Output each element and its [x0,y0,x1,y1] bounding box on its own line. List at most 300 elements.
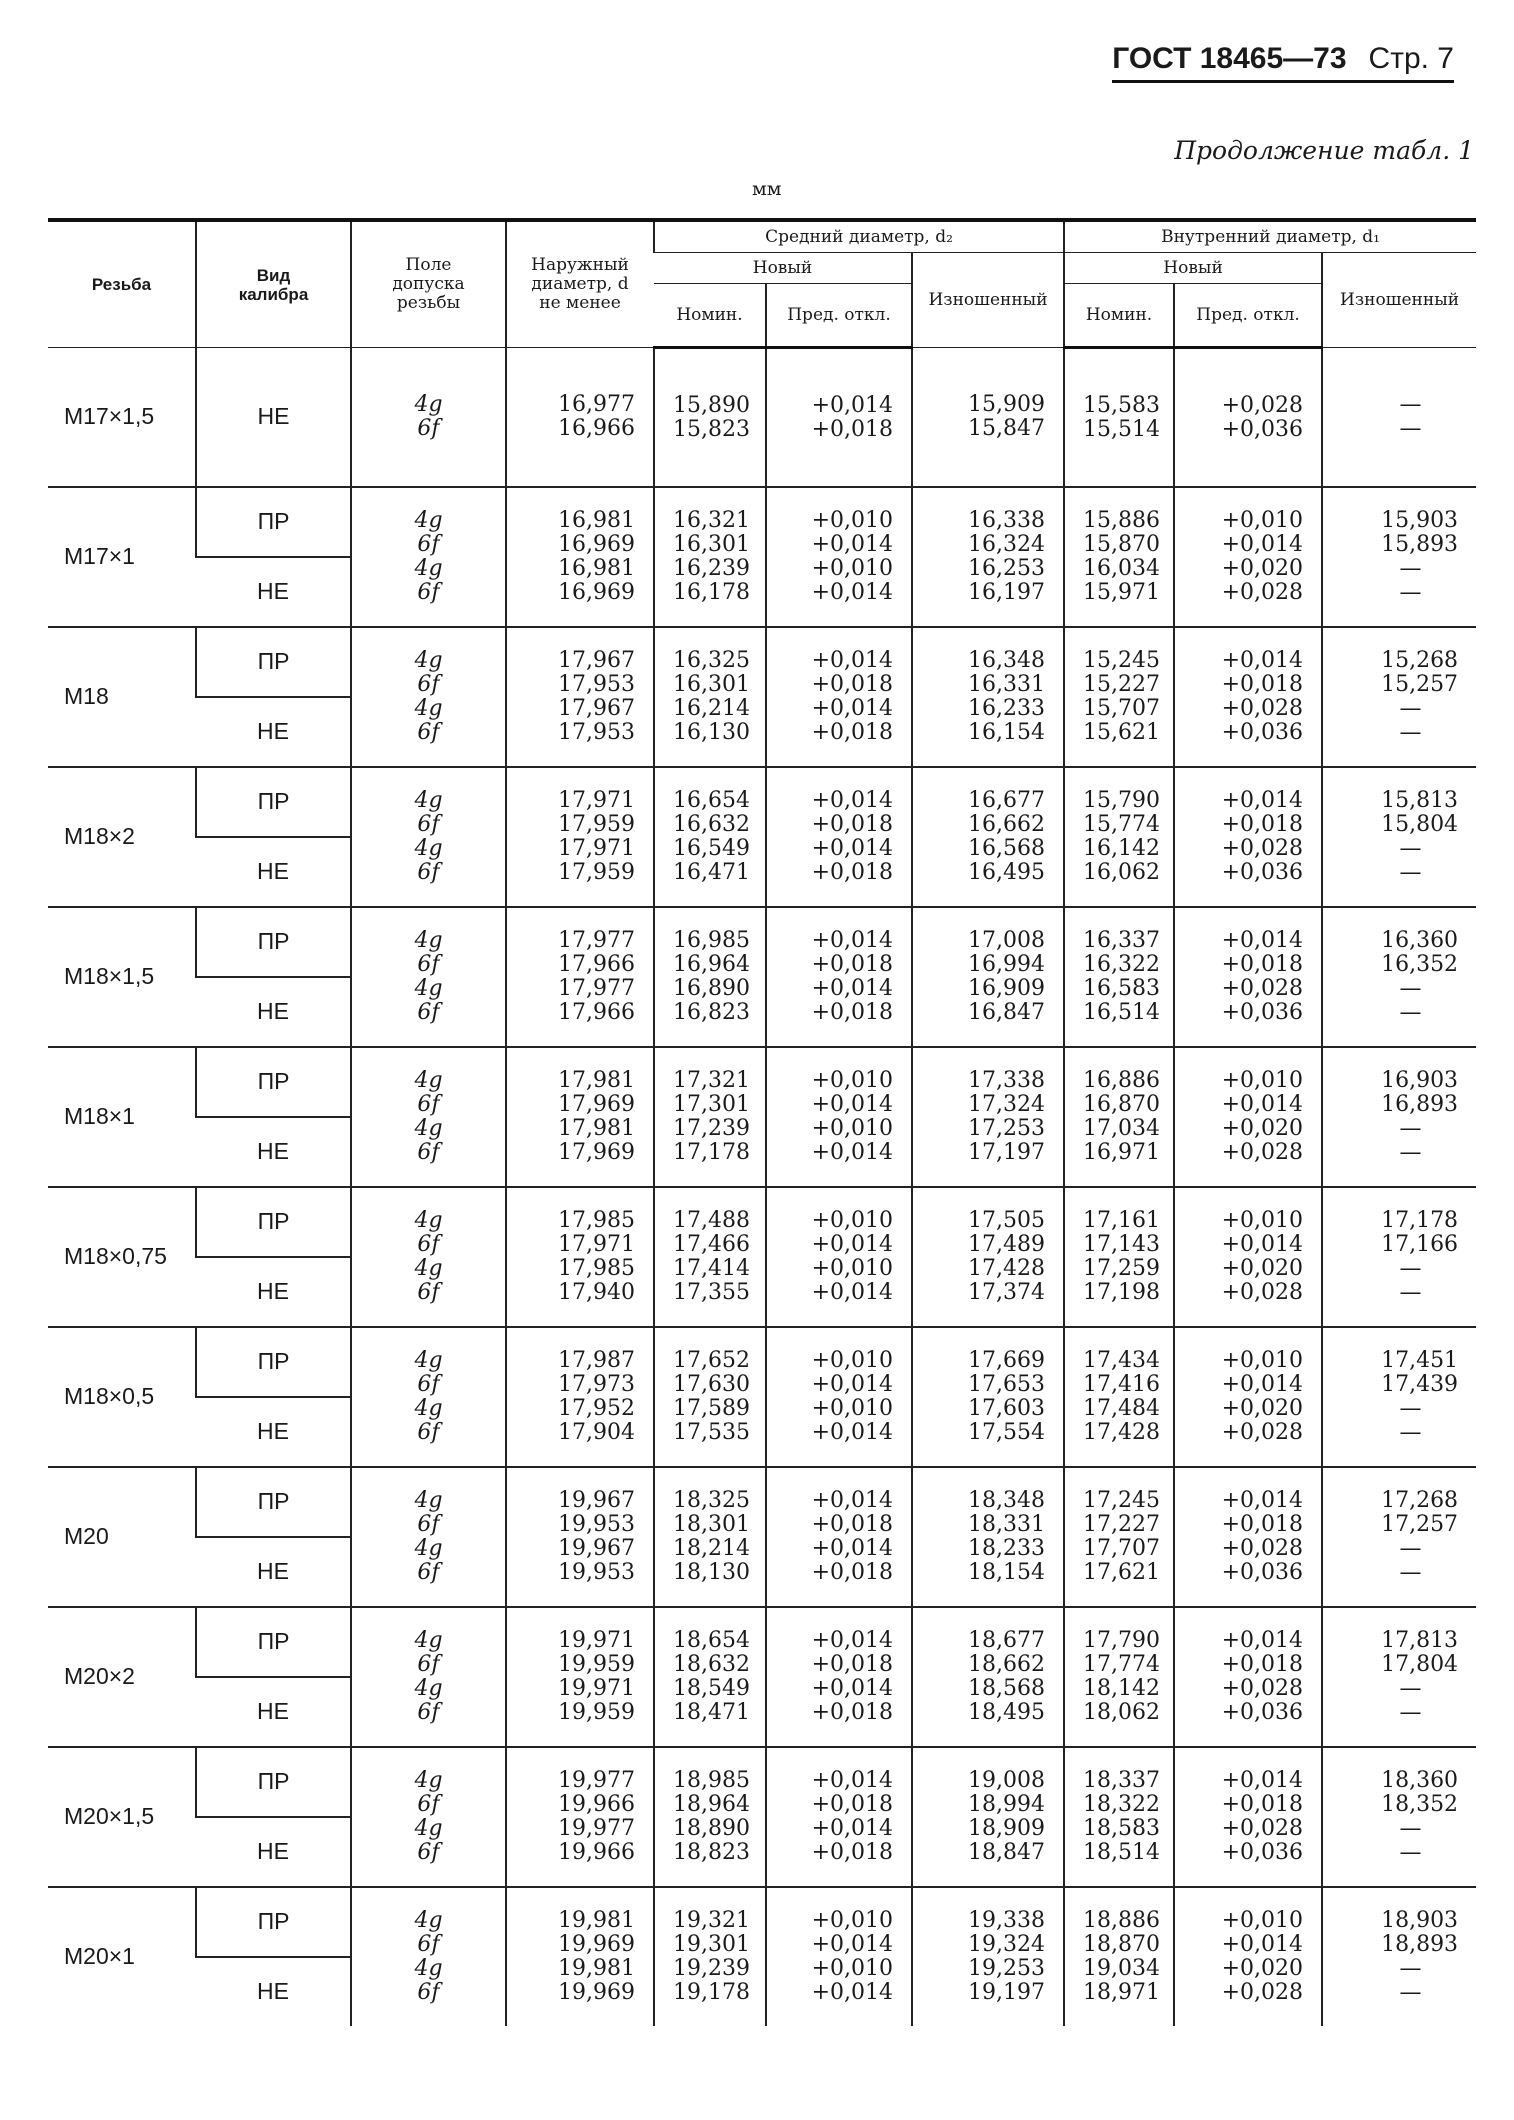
cell-value: 16,331 [968,672,1046,698]
cell-value: 17,178 [673,1139,750,1165]
cell-value: 6f [417,952,440,978]
cell-value: 17,669 [968,1348,1046,1374]
d1-nominal-cell [1064,627,1174,767]
outer-diameter-cell [506,487,654,627]
d2-nominal-cell [654,1467,766,1607]
thread-cell: M18×0,5 [48,1327,196,1467]
cell-value: 16,654 [673,788,750,814]
d2-limit-dev-cell [766,1047,912,1187]
cell-value: 17,414 [673,1256,750,1281]
cell-value: 18,495 [968,1699,1046,1725]
d1-worn-cell [1322,1887,1476,2026]
d2-limit-dev-cell [766,487,912,627]
cell-value: +0,020 [1221,1396,1304,1421]
cell-value: 17,959 [558,812,635,838]
cell-value: 18,142 [1083,1676,1161,1701]
gauge-type-cell: НЕ [196,557,351,627]
d2-limit-dev-cell [766,907,912,1047]
cell-value: 4g [414,1396,443,1421]
d2-worn-cell [912,1187,1064,1327]
cell-value: 17,953 [558,672,635,698]
d1-limit-dev-cell [1174,1887,1322,2026]
cell-value: +0,014 [1221,532,1304,558]
cell-value: +0,014 [811,1232,893,1258]
cell-value: 18,352 [1381,1792,1459,1818]
cell-value: +0,020 [1221,1256,1304,1281]
table-row [48,627,1476,697]
cell-value: +0,018 [811,859,893,885]
cell-value: — [1399,719,1422,745]
d1-nominal-cell [1064,1047,1174,1187]
cell-value: — [1399,1816,1422,1841]
cell-value: 16,994 [968,952,1046,978]
cell-value: 19,959 [558,1699,635,1725]
table-row [48,1607,1476,1677]
table-row [48,348,1476,488]
d2-nominal-cell [654,348,766,488]
cell-value: 19,981 [558,1956,635,1981]
cell-value: +0,018 [811,952,893,978]
cell-value: 15,774 [1083,812,1161,838]
cell-value: +0,018 [1221,1792,1304,1818]
gauge-type-cell: НЕ [196,1677,351,1747]
cell-value: 16,130 [673,719,750,745]
cell-value: 16,890 [673,976,750,1001]
cell-value: +0,014 [811,788,893,814]
cell-value: +0,018 [811,1559,893,1585]
cell-value: 6f [417,719,440,745]
cell-value: 19,977 [558,1768,635,1794]
cell-value: 4g [414,1348,443,1374]
cell-value: 16,903 [1381,1068,1459,1094]
header-d1-limit-dev: Пред. откл. [1174,284,1322,348]
cell-value: — [1399,1676,1422,1701]
cell-value: 6f [417,1232,440,1258]
cell-value: 18,471 [673,1699,750,1725]
cell-value: 16,632 [673,812,750,838]
cell-value: +0,014 [1221,648,1304,674]
outer-diameter-cell [506,1187,654,1327]
d2-nominal-cell [654,767,766,907]
cell-value: +0,028 [1221,1676,1304,1701]
cell-value: 17,774 [1083,1652,1161,1678]
cell-value: 16,568 [968,836,1046,861]
cell-value: 16,062 [1083,859,1161,885]
table-row [48,1747,1476,1817]
cell-value: 17,952 [558,1396,635,1421]
thread-cell: M20×1,5 [48,1747,196,1887]
tolerance-field-cell [351,1327,506,1467]
d1-worn-cell [1322,1327,1476,1467]
cell-value: 17,488 [673,1208,750,1234]
cell-value: 18,322 [1083,1792,1161,1818]
cell-value: +0,014 [811,1676,893,1701]
d2-limit-dev-cell [766,1327,912,1467]
header-tolerance-field: Поле допуска резьбы [351,220,506,348]
cell-value: 17,966 [558,999,635,1025]
cell-value: 17,985 [558,1256,635,1281]
cell-value: 17,034 [1083,1116,1161,1141]
cell-value: — [1399,976,1422,1001]
cell-value: 18,549 [673,1676,750,1701]
cell-value: 4g [414,1676,443,1701]
cell-value: — [1399,1536,1422,1561]
gauge-type-cell: НЕ [196,1817,351,1887]
cell-value: 4g [414,1068,443,1094]
gauge-type-cell: НЕ [196,348,351,488]
cell-value: 17,466 [673,1232,750,1258]
cell-value: 17,428 [968,1256,1046,1281]
gauge-type-cell: НЕ [196,1537,351,1607]
cell-value: 16,301 [673,532,750,558]
cell-value: +0,010 [811,1956,893,1981]
tolerance-field-cell [351,1467,506,1607]
cell-value: 15,621 [1083,719,1161,745]
table-row [48,1047,1476,1117]
cell-value: 17,985 [558,1208,635,1234]
thread-cell: M18×0,75 [48,1187,196,1327]
cell-value: 18,632 [673,1652,750,1678]
cell-value: 17,535 [673,1419,750,1445]
d1-worn-cell [1322,1607,1476,1747]
cell-value: +0,036 [1221,416,1304,442]
cell-value: 16,969 [558,579,635,605]
outer-diameter-cell [506,1747,654,1887]
d1-limit-dev-cell [1174,1327,1322,1467]
cell-value: +0,018 [811,1652,893,1678]
cell-value: 17,987 [558,1348,635,1374]
cell-value: 17,967 [558,696,635,721]
d1-nominal-cell [1064,1327,1174,1467]
header-mean-diameter: Средний диаметр, d₂ [654,220,1064,253]
cell-value: — [1399,1139,1422,1165]
page-number: Стр. 7 [1368,42,1454,75]
cell-value: +0,014 [811,1092,893,1118]
cell-value: 17,428 [1083,1419,1161,1445]
cell-value: +0,014 [811,1488,893,1514]
cell-value: — [1399,1419,1422,1445]
gauge-type-cell: НЕ [196,1397,351,1467]
gauge-type-cell: ПР [196,1047,351,1117]
cell-value: 17,416 [1083,1372,1161,1398]
cell-value: 6f [417,1932,440,1958]
thread-cell: M18×2 [48,767,196,907]
thread-cell: M20 [48,1467,196,1607]
cell-value: — [1399,859,1422,885]
cell-value: +0,014 [811,928,893,954]
cell-value: 18,325 [673,1488,750,1514]
cell-value: 19,959 [558,1652,635,1678]
d2-limit-dev-cell [766,1887,912,2026]
cell-value: 18,662 [968,1652,1046,1678]
cell-value: 17,324 [968,1092,1046,1118]
tolerance-field-cell [351,1887,506,2026]
cell-value: 18,348 [968,1488,1046,1514]
cell-value: 6f [417,672,440,698]
cell-value: 17,489 [968,1232,1046,1258]
cell-value: +0,014 [811,1628,893,1654]
d2-limit-dev-cell [766,767,912,907]
cell-value: 17,439 [1381,1372,1459,1398]
d1-worn-cell [1322,487,1476,627]
table-body [48,348,1476,2027]
cell-value: 17,338 [968,1068,1046,1094]
cell-value: 6f [417,1372,440,1398]
standard-number: ГОСТ 18465—73 [1112,42,1347,75]
cell-value: 16,034 [1083,556,1161,581]
cell-value: 15,804 [1381,812,1459,838]
outer-diameter-cell [506,907,654,1047]
cell-value: +0,010 [811,508,893,534]
d2-nominal-cell [654,1187,766,1327]
cell-value: 18,994 [968,1792,1046,1818]
cell-value: 17,652 [673,1348,750,1374]
d1-nominal-cell [1064,1607,1174,1747]
cell-value: 17,257 [1381,1512,1459,1538]
cell-value: 17,977 [558,976,635,1001]
outer-diameter-cell [506,1327,654,1467]
cell-value: 4g [414,1116,443,1141]
cell-value: 17,245 [1083,1488,1161,1514]
cell-value: 6f [417,859,440,885]
cell-value: +0,010 [1221,1068,1304,1094]
d2-worn-cell [912,348,1064,488]
cell-value: 18,909 [968,1816,1046,1841]
d1-worn-cell [1322,348,1476,488]
cell-value: 17,505 [968,1208,1046,1234]
tolerance-field-cell [351,1187,506,1327]
cell-value: +0,020 [1221,1956,1304,1981]
cell-value: 16,337 [1083,928,1161,954]
cell-value: 18,654 [673,1628,750,1654]
cell-value: 18,886 [1083,1908,1161,1934]
cell-value: 18,903 [1381,1908,1459,1934]
cell-value: — [1399,1256,1422,1281]
cell-value: — [1399,836,1422,861]
cell-value: 17,355 [673,1279,750,1305]
cell-value: 19,977 [558,1816,635,1841]
cell-value: 6f [417,532,440,558]
tolerance-field-cell [351,487,506,627]
cell-value: 19,953 [558,1512,635,1538]
cell-value: 6f [417,1979,440,2005]
cell-value: 17,268 [1381,1488,1459,1514]
gauge-type-cell: НЕ [196,977,351,1047]
header-thread: Резьба [48,220,196,348]
cell-value: 6f [417,1139,440,1165]
d1-limit-dev-cell [1174,487,1322,627]
d1-limit-dev-cell [1174,907,1322,1047]
cell-value: +0,014 [811,1768,893,1794]
cell-value: +0,014 [811,1816,893,1841]
outer-diameter-cell [506,627,654,767]
d2-worn-cell [912,907,1064,1047]
cell-value: 17,969 [558,1092,635,1118]
cell-value: 16,348 [968,648,1046,674]
cell-value: 16,964 [673,952,750,978]
d2-nominal-cell [654,907,766,1047]
header-d1-worn: Изношенный [1322,253,1476,348]
cell-value: — [1399,556,1422,581]
cell-value: +0,028 [1221,836,1304,861]
cell-value: 15,257 [1381,672,1459,698]
cell-value: 15,227 [1083,672,1161,698]
cell-value: 15,707 [1083,696,1161,721]
cell-value: 17,321 [673,1068,750,1094]
d2-nominal-cell [654,1607,766,1747]
cell-value: 16,870 [1083,1092,1161,1118]
cell-value: 16,321 [673,508,750,534]
cell-value: 19,197 [968,1979,1046,2005]
cell-value: +0,010 [1221,508,1304,534]
d1-worn-cell [1322,1187,1476,1327]
cell-value: — [1399,416,1422,441]
cell-value: 15,847 [968,416,1046,441]
cell-value: 6f [417,1559,440,1585]
cell-value: +0,018 [1221,1652,1304,1678]
d2-limit-dev-cell [766,1747,912,1887]
cell-value: 6f [417,1279,440,1305]
cell-value: +0,036 [1221,719,1304,745]
cell-value: 6f [417,1092,440,1118]
d2-worn-cell [912,1467,1064,1607]
d1-limit-dev-cell [1174,1187,1322,1327]
cell-value: 17,981 [558,1068,635,1094]
gauge-type-cell: ПР [196,907,351,977]
cell-value: +0,014 [811,1372,893,1398]
tolerance-field-cell [351,348,506,488]
cell-value: +0,010 [811,1908,893,1934]
gauge-type-cell: НЕ [196,697,351,767]
d1-limit-dev-cell [1174,1747,1322,1887]
d1-worn-cell [1322,1747,1476,1887]
cell-value: +0,014 [811,1536,893,1561]
d2-worn-cell [912,1327,1064,1467]
cell-value: 17,621 [1083,1559,1161,1585]
d1-limit-dev-cell [1174,1607,1322,1747]
cell-value: 19,966 [558,1839,635,1865]
gauge-type-cell: ПР [196,487,351,557]
cell-value: 19,969 [558,1932,635,1958]
cell-value: 6f [417,1419,440,1445]
cell-value: 17,813 [1381,1628,1459,1654]
cell-value: 16,966 [558,416,635,441]
cell-value: 17,707 [1083,1536,1161,1561]
outer-diameter-cell [506,348,654,488]
header-d1-new: Новый [1064,253,1322,284]
cell-value: 18,514 [1083,1839,1161,1865]
cell-value: +0,014 [1221,1092,1304,1118]
d1-limit-dev-cell [1174,1467,1322,1607]
cell-value: 19,253 [968,1956,1046,1981]
d2-limit-dev-cell [766,1467,912,1607]
header-inner-diameter: Внутренний диаметр, d₁ [1064,220,1476,253]
d2-nominal-cell [654,487,766,627]
cell-value: 16,178 [673,579,750,605]
cell-value: 16,969 [558,532,635,558]
tolerance-field-cell [351,1747,506,1887]
cell-value: 16,583 [1083,976,1161,1001]
cell-value: 17,227 [1083,1512,1161,1538]
d1-nominal-cell [1064,1187,1174,1327]
cell-value: — [1399,1116,1422,1141]
thread-cell: M20×2 [48,1607,196,1747]
d2-worn-cell [912,1607,1064,1747]
cell-value: 18,964 [673,1792,750,1818]
table-row [48,487,1476,557]
cell-value: 4g [414,1256,443,1281]
cell-value: +0,010 [1221,1348,1304,1374]
cell-value: 18,301 [673,1512,750,1538]
cell-value: +0,018 [1221,672,1304,698]
d2-worn-cell [912,767,1064,907]
cell-value: +0,028 [1221,579,1304,605]
cell-value: 4g [414,1908,443,1934]
cell-value: 6f [417,1512,440,1538]
thread-cell: M17×1,5 [64,403,155,430]
cell-value: 18,890 [673,1816,750,1841]
cell-value: 4g [414,648,443,674]
gauge-type-cell: ПР [196,1467,351,1537]
cell-value: +0,010 [1221,1208,1304,1234]
cell-value: +0,018 [811,672,893,698]
page-header [1112,42,1454,83]
cell-value: 17,161 [1083,1208,1161,1234]
cell-value: 6f [417,416,440,441]
cell-value: 16,549 [673,836,750,861]
cell-value: 19,969 [558,1979,635,2005]
cell-value: +0,018 [811,719,893,745]
cell-value: +0,028 [1221,1816,1304,1841]
cell-value: — [1399,1839,1422,1865]
cell-value: +0,014 [811,648,893,674]
cell-value: 19,966 [558,1792,635,1818]
cell-value: 19,321 [673,1908,750,1934]
cell-value: 19,178 [673,1979,750,2005]
cell-value: 16,886 [1083,1068,1161,1094]
cell-value: 15,903 [1381,508,1459,534]
cell-value: 6f [417,1652,440,1678]
cell-value: 16,239 [673,556,750,581]
cell-value: 17,253 [968,1116,1046,1141]
cell-value: 18,971 [1083,1979,1161,2005]
cell-value: 15,790 [1083,788,1161,814]
d2-nominal-cell [654,1887,766,2026]
cell-value: +0,028 [1221,1279,1304,1305]
header-outer-diameter: Наружный диаметр, d не менее [506,220,654,348]
cell-value: 6f [417,579,440,605]
cell-value: 18,360 [1381,1768,1459,1794]
d1-nominal-cell [1064,487,1174,627]
cell-value: +0,028 [1221,696,1304,721]
cell-value: — [1399,1956,1422,1981]
cell-value: +0,014 [811,696,893,721]
cell-value: +0,014 [811,1279,893,1305]
cell-value: +0,010 [811,1116,893,1141]
cell-value: 16,514 [1083,999,1161,1025]
cell-value: +0,014 [811,1932,893,1958]
cell-value: 16,322 [1083,952,1161,978]
outer-diameter-cell [506,1467,654,1607]
cell-value: +0,036 [1221,1699,1304,1725]
cell-value: +0,014 [1221,1932,1304,1958]
cell-value: 16,847 [968,999,1046,1025]
cell-value: 19,008 [968,1768,1046,1794]
d1-nominal-cell [1064,348,1174,488]
cell-value: 16,360 [1381,928,1459,954]
cell-value: 15,813 [1381,788,1459,814]
cell-value: 18,677 [968,1628,1046,1654]
